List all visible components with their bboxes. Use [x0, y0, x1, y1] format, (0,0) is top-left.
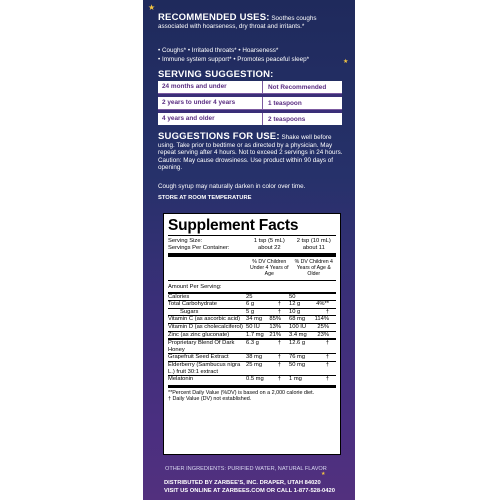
- suggestions-text: Shake well before using. Take prior to bedtime or as directed by a physician. May repeat serving after 4 hours. Not to exceed 2 servings in 24 hours. Caution: May cause drowsiness. Use product within 90 days of opening.: [158, 134, 343, 171]
- nutrient-amount-1: 34 mg: [246, 316, 263, 323]
- distributor-line: DISTRIBUTED BY ZARBEE'S, INC. DRAPER, UTAH 84020: [164, 480, 321, 486]
- star-icon: ★: [321, 471, 326, 477]
- recommended-uses: [158, 14, 343, 30]
- nutrient-dv-2: 23%: [317, 331, 329, 338]
- facts-footnotes: [168, 385, 336, 403]
- nutrient-amount-2: 76 mg: [289, 354, 306, 361]
- nutrient-row: [168, 338, 336, 353]
- nutrient-dv-2: †: [325, 361, 329, 368]
- nutrient-amount-1: 6.3 g: [246, 340, 259, 347]
- nutrient-amount-1: 0.5 mg: [246, 376, 264, 383]
- nutrient-amount-1: 25 mg: [246, 361, 263, 368]
- storage-note: STORE AT ROOM TEMPERATURE: [158, 195, 252, 201]
- nutrient-dv-2: †: [325, 354, 329, 361]
- nutrient-amount-1: 50 IU: [246, 323, 260, 330]
- serving-dose: Not Recommended: [268, 83, 327, 91]
- star-icon: ★: [148, 3, 156, 12]
- serving-row: [158, 113, 342, 125]
- footnote-dagger: † Daily Value (DV) not established.: [168, 396, 252, 403]
- serving-row: [158, 97, 342, 110]
- serving-age: 2 years to under 4 years: [158, 97, 263, 109]
- nutrient-amount-1: 6 g: [246, 301, 255, 308]
- nutrient-name: Vitamin C (as ascorbic acid): [168, 316, 241, 323]
- darken-note: Cough syrup may naturally darken in color over time.: [158, 183, 306, 190]
- facts-title: Supplement Facts: [168, 217, 336, 236]
- serving-dose: 1 teaspoon: [268, 99, 302, 107]
- dv-header: [168, 259, 336, 277]
- visit-line: VISIT US ONLINE AT ZARBEES.COM OR CALL 1-877-528-0420: [164, 488, 335, 494]
- nutrient-row: [168, 315, 336, 323]
- nutrient-name: Calories: [168, 293, 190, 300]
- nutrient-row: [168, 353, 336, 361]
- serving-dose: 2 teaspoons: [268, 115, 306, 123]
- serving-age: 4 years and older: [158, 113, 263, 125]
- star-icon: ★: [343, 59, 349, 65]
- nutrient-row: [168, 308, 336, 316]
- nutrient-name: Vitamin D (as cholecalciferol): [168, 323, 243, 330]
- supplement-facts-box: [163, 213, 341, 455]
- servings-label: Servings Per Container:: [168, 244, 230, 251]
- nutrient-dv-1: †: [277, 361, 281, 368]
- nutrient-dv-2: 25%: [317, 323, 329, 330]
- nutrient-row: [168, 292, 336, 301]
- nutrient-dv-1: †: [277, 308, 281, 315]
- servings-2: about 11: [302, 244, 325, 251]
- bullet-line: • Coughs* • Irritated throats* • Hoarseness*: [158, 47, 279, 54]
- nutrient-dv-1: †: [277, 301, 281, 308]
- nutrient-dv-2: 114%: [314, 316, 329, 323]
- suggestions-for-use: [158, 133, 343, 172]
- nutrient-amount-1: 1.7 mg: [246, 331, 264, 338]
- nutrient-amount-2: 10 g: [289, 308, 301, 315]
- nutrient-dv-2: 4%**: [316, 301, 329, 308]
- serving-size-row: [168, 238, 336, 245]
- serving-size-2: 2 tsp (10 mL): [296, 238, 331, 244]
- nutrient-name: Proprietary Blend Of Dark Honey: [168, 340, 235, 353]
- nutrient-dv-1: †: [277, 376, 281, 383]
- nutrient-amount-2: 100 IU: [289, 323, 307, 330]
- other-ingredients: OTHER INGREDIENTS: PURIFIED WATER, NATURAL FLAVOR: [165, 466, 327, 472]
- nutrient-dv-1: 85%: [269, 316, 281, 323]
- serving-age: 24 months and under: [158, 81, 263, 93]
- serving-table: [158, 81, 342, 125]
- nutrient-name: Zinc (as zinc gluconate): [168, 331, 230, 338]
- recommended-intro: Soothes coughs associated with hoarseness, dry throat and irritants.*: [158, 15, 317, 30]
- nutrient-amount-2: 12.6 g: [289, 340, 306, 347]
- nutrient-amount-2: 1 mg: [289, 376, 302, 383]
- nutrient-amount-1: 25: [246, 293, 253, 300]
- nutrient-row: [168, 331, 336, 339]
- footnote-dv: **Percent Daily Value (%DV) is based on a 2,000 calorie diet.: [168, 389, 315, 396]
- nutrient-row: [168, 323, 336, 331]
- uses-bullets: [158, 46, 348, 64]
- nutrient-amount-2: 50: [289, 293, 296, 300]
- nutrient-dv-1: 21%: [269, 331, 281, 338]
- nutrient-amount-2: 68 mg: [289, 316, 306, 323]
- nutrient-amount-1: 38 mg: [246, 354, 263, 361]
- nutrient-dv-2: †: [325, 376, 329, 383]
- nutrient-row: [168, 300, 336, 308]
- nutrient-row: [168, 361, 336, 375]
- dv-header-under-4: % DV Children Under 4 Years of Age: [249, 259, 289, 278]
- recommended-title: RECOMMENDED USES:: [158, 12, 270, 23]
- nutrient-name: Elderberry (Sambucus nigra L.) fruit 30:1 extract: [168, 361, 241, 375]
- nutrient-dv-2: †: [325, 340, 329, 347]
- serving-size-label: Serving Size:: [168, 238, 203, 244]
- nutrient-amount-2: 12 g: [289, 301, 301, 308]
- nutrient-amount-1: 5 g: [246, 308, 255, 315]
- nutrient-dv-1: †: [277, 340, 281, 347]
- serving-title: SERVING SUGGESTION:: [158, 69, 274, 80]
- dv-header-4-plus: % DV Children 4 Years of Age & Older: [294, 259, 333, 278]
- suggestions-title: SUGGESTIONS FOR USE:: [158, 131, 280, 142]
- servings-per-container-row: [168, 245, 336, 252]
- servings-1: about 22: [258, 244, 281, 251]
- nutrient-name: Total Carbohydrate: [168, 301, 217, 308]
- bullet-line: • Immune system support* • Promotes peaceful sleep*: [158, 56, 310, 63]
- nutrient-amount-2: 50 mg: [289, 361, 306, 368]
- nutrient-row: [168, 375, 336, 383]
- nutrient-dv-1: †: [277, 354, 281, 361]
- nutrient-name: Sugars: [180, 308, 199, 315]
- serving-size-1: 1 tsp (5 mL): [253, 238, 285, 244]
- nutrient-dv-1: 13%: [269, 323, 281, 330]
- nutrient-amount-2: 3.4 mg: [289, 331, 307, 338]
- amount-label: Amount Per Serving:: [168, 283, 222, 290]
- nutrient-name: Grapefruit Seed Extract: [168, 354, 229, 361]
- serving-row: [158, 81, 342, 94]
- nutrient-name: Melatonin: [168, 376, 194, 383]
- nutrient-dv-2: †: [325, 308, 329, 315]
